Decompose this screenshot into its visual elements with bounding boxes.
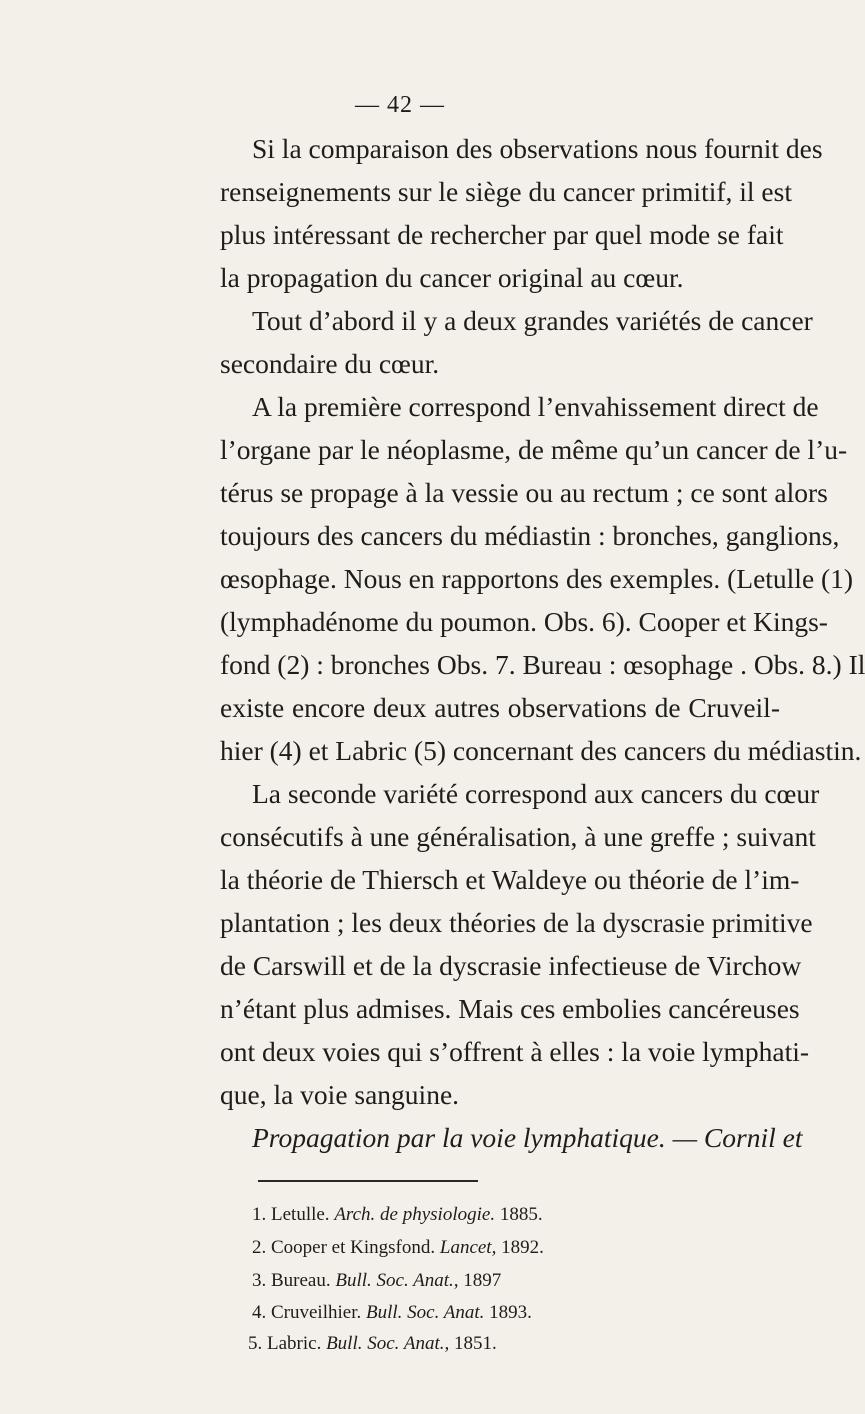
- text-line: La seconde variété correspond aux cancers du cœur: [252, 778, 820, 809]
- text-line: fond (2) : bronches Obs. 7. Bureau : œsophage . Obs. 8.) Il: [220, 649, 865, 680]
- text-line: œsophage. Nous en rapportons des exemples. (Letulle (1): [220, 563, 854, 594]
- text-line: que, la voie sanguine.: [220, 1079, 460, 1110]
- footnote-year: 1893.: [489, 1302, 532, 1323]
- footnote: [248, 1330, 497, 1358]
- footnote-year: 1885.: [499, 1204, 543, 1225]
- footnote: [252, 1201, 543, 1229]
- footnote: [252, 1267, 501, 1295]
- footnote-source: Bull. Soc. Anat.: [365, 1302, 485, 1323]
- footnote-number: 2.: [252, 1237, 267, 1258]
- text-line: secondaire du cœur.: [220, 348, 440, 379]
- footnote-author: Labric.: [267, 1333, 322, 1354]
- footnote-author: Cruveilhier.: [271, 1302, 362, 1323]
- text-line: de Carswill et de la dyscrasie infectieuse de Virchow: [220, 950, 802, 981]
- text-line: renseignements sur le siège du cancer primitif, il est: [220, 176, 792, 207]
- footnote-divider: [258, 1180, 478, 1182]
- footnote-source: Arch. de physiologie.: [334, 1204, 496, 1225]
- page-number: — 42 —: [355, 92, 445, 118]
- footnote: [252, 1299, 532, 1327]
- footnote-number: 4.: [252, 1302, 267, 1323]
- text-line: A la première correspond l’envahissement direct de: [252, 391, 819, 422]
- text-line: existe encore deux autres observations de Cruveil-: [220, 692, 780, 723]
- footnote-source: Lancet,: [439, 1237, 497, 1258]
- text-line: plantation ; les deux théories de la dyscrasie primitive: [220, 907, 813, 938]
- footnote-year: 1897: [463, 1270, 502, 1291]
- text-line: (lymphadénome du poumon. Obs. 6). Cooper et Kings-: [220, 606, 828, 637]
- footnote: [252, 1234, 544, 1262]
- text-line: toujours des cancers du médiastin : bronches, ganglions,: [220, 520, 840, 551]
- footnote-number: 1.: [252, 1204, 267, 1225]
- footnote-year: 1892.: [501, 1237, 544, 1258]
- footnote-year: 1851.: [453, 1333, 497, 1354]
- footnote-number: 5.: [248, 1333, 263, 1354]
- footnote-number: 3.: [252, 1270, 267, 1291]
- text-line: plus intéressant de rechercher par quel mode se fait: [220, 219, 784, 250]
- text-line: la théorie de Thiersch et Waldeye ou théorie de l’im-: [220, 864, 800, 895]
- text-line: n’étant plus admises. Mais ces embolies cancéreuses: [220, 993, 800, 1024]
- text-line: hier (4) et Labric (5) concernant des cancers du médiastin.: [220, 735, 862, 766]
- text-line: térus se propage à la vessie ou au rectum ; ce sont alors: [220, 477, 828, 508]
- footnote-author: Cooper et Kingsfond.: [271, 1237, 436, 1258]
- text-line: l’organe par le néoplasme, de même qu’un cancer de l’u-: [220, 434, 848, 465]
- footnote-author: Bureau.: [271, 1270, 331, 1291]
- text-line: consécutifs à une généralisation, à une greffe ; suivant: [220, 821, 816, 852]
- text-line: Si la comparaison des observations nous fournit des: [252, 133, 823, 164]
- text-line: Tout d’abord il y a deux grandes variétés de cancer: [252, 305, 813, 336]
- footnote-source: Bull. Soc. Anat.,: [326, 1333, 450, 1354]
- footnote-source: Bull. Soc. Anat.,: [335, 1270, 459, 1291]
- section-heading-line: Propagation par la voie lymphatique. — Cornil et: [252, 1122, 803, 1153]
- text-line: ont deux voies qui s’offrent à elles : la voie lymphati-: [220, 1036, 810, 1067]
- text-line: la propagation du cancer original au cœur.: [220, 262, 684, 293]
- footnote-author: Letulle.: [271, 1204, 330, 1225]
